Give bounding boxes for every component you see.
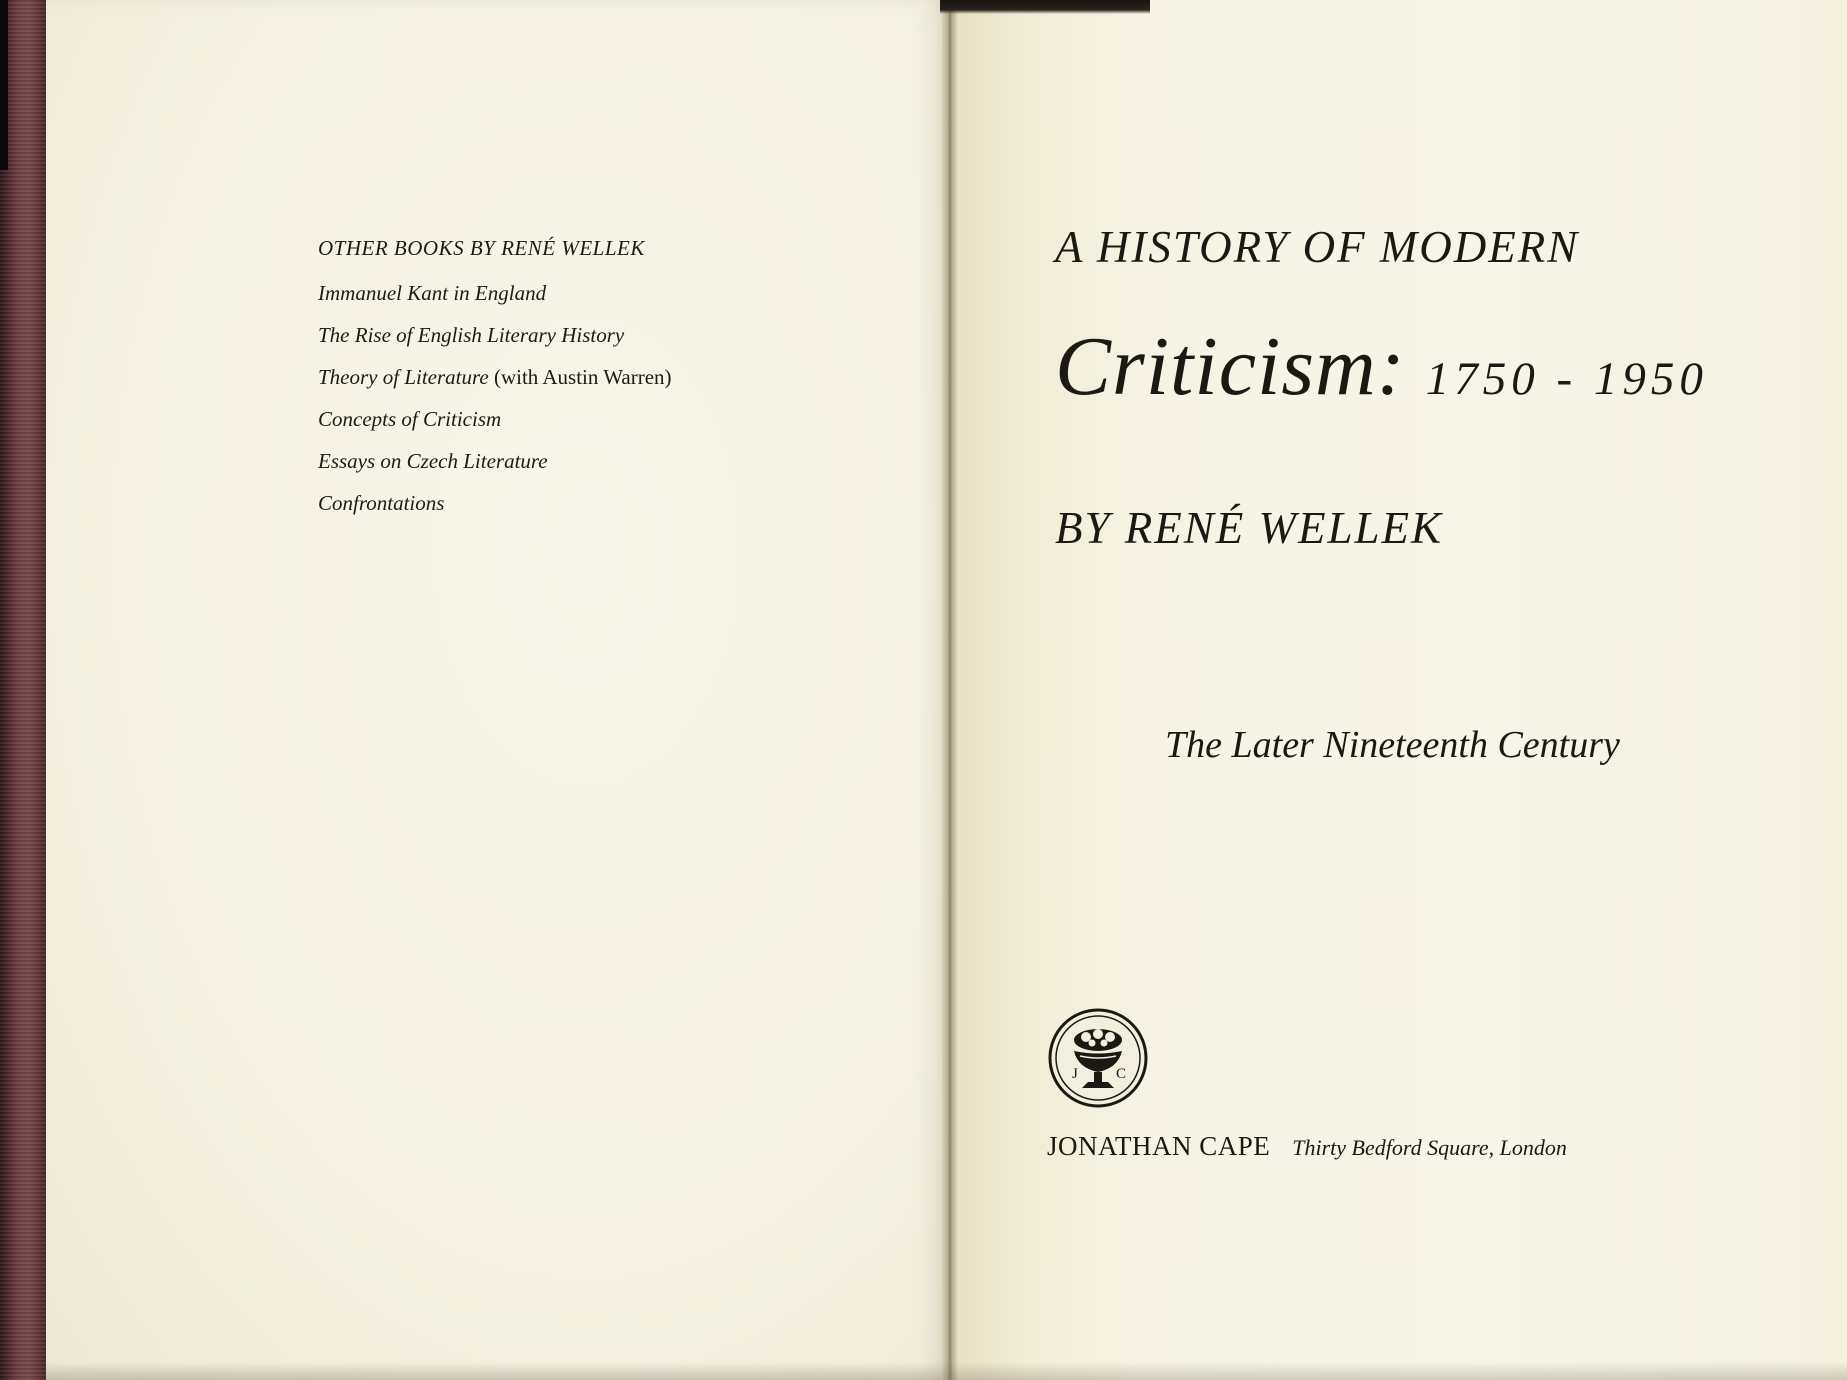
publisher-address: Thirty Bedford Square, London [1292, 1135, 1567, 1160]
other-books-section [318, 236, 672, 535]
title-line-criticism [1055, 320, 1708, 413]
jonathan-cape-urn-device-icon [1046, 1006, 1150, 1110]
book-title: The Rise of English Literary History [318, 323, 625, 347]
book-list-item [318, 283, 672, 304]
book-note: (with Austin Warren) [488, 365, 672, 389]
other-books-heading: OTHER BOOKS BY RENÉ WELLEK [318, 236, 645, 260]
book-list [318, 283, 672, 514]
book-title: Immanuel Kant in England [318, 281, 547, 305]
title-main-word: Criticism: [1055, 320, 1406, 413]
book-list-item [318, 367, 672, 388]
binding-shadow-strip [0, 0, 8, 170]
colophon-letter-c: C [1116, 1066, 1127, 1082]
author-line: BY RENÉ WELLEK [1055, 503, 1444, 553]
title-dates: 1750 - 1950 [1425, 353, 1708, 405]
book-list-item [318, 493, 672, 514]
book-title: Essays on Czech Literature [318, 449, 548, 473]
book-list-item [318, 325, 672, 346]
page-bottom-shadow [46, 1362, 1847, 1380]
right-page [956, 0, 1847, 1380]
book-title: Confrontations [318, 491, 445, 515]
page-gutter [942, 0, 958, 1380]
book-list-item [318, 451, 672, 472]
gutter-top-shadow [940, 0, 1150, 14]
book-title: Concepts of Criticism [318, 407, 502, 431]
book-title: Theory of Literature [318, 365, 489, 389]
left-page [46, 0, 946, 1380]
volume-subtitle: The Later Nineteenth Century [1165, 724, 1620, 766]
title-line-history-of-modern: A HISTORY OF MODERN [1055, 222, 1580, 272]
book-title-block [1055, 222, 1708, 413]
publisher-name: JONATHAN CAPE [1047, 1131, 1271, 1161]
colophon-letter-j: J [1072, 1066, 1078, 1082]
book-list-item [318, 409, 672, 430]
publisher-imprint [1047, 1133, 1567, 1160]
book-binding-edge [0, 0, 52, 1380]
